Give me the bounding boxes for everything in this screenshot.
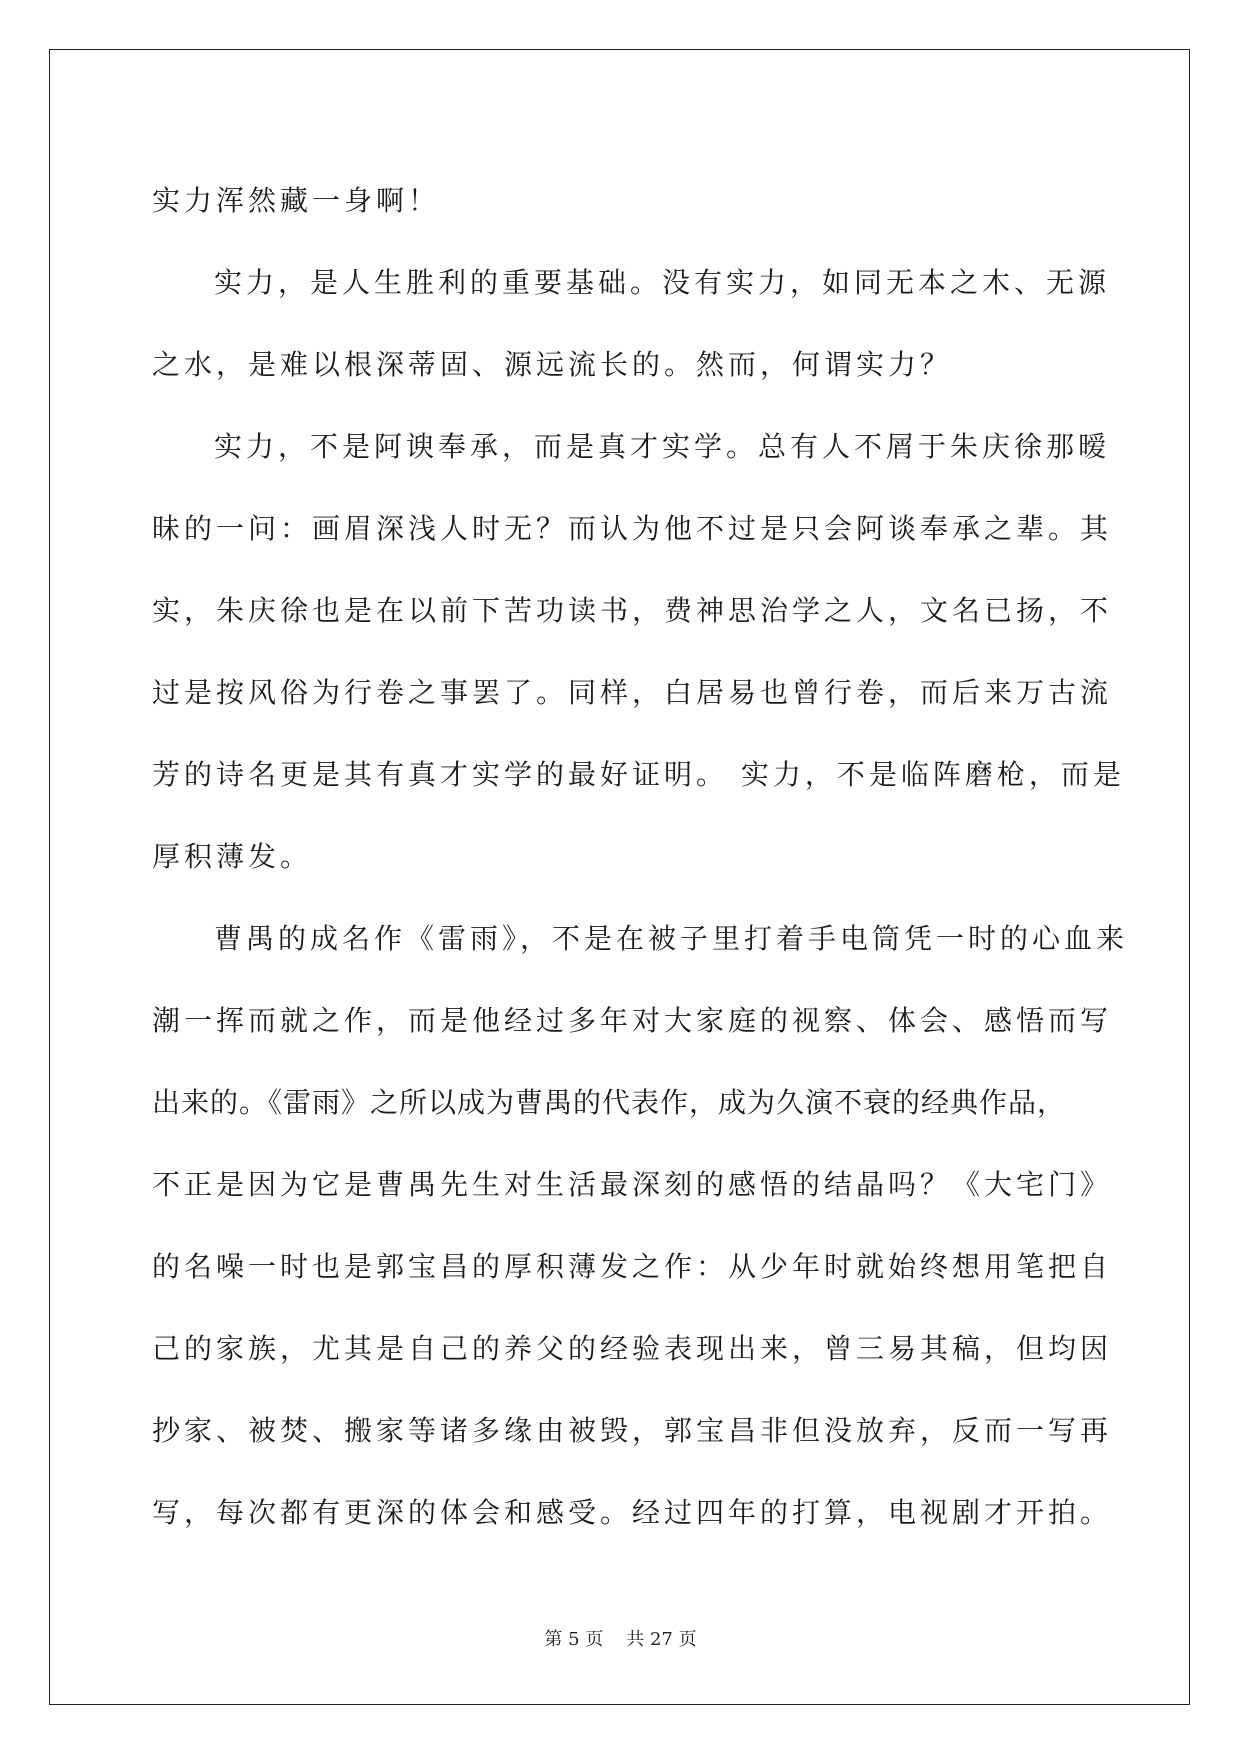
- footer-spacer: [603, 1629, 626, 1650]
- paragraph-4: [152, 898, 1129, 1554]
- text-line: 实，朱庆徐也是在以前下苦功读书，费神思治学之人，文名已扬，不: [152, 594, 1113, 627]
- paragraph-2: [152, 242, 1111, 406]
- text-line: 厚积薄发。: [152, 840, 313, 873]
- page-footer: [0, 1625, 1241, 1651]
- text-line: 实力浑然藏一身啊！: [152, 184, 441, 217]
- document-body: [152, 160, 1129, 1554]
- text-line: 之水，是难以根深蒂固、源远流长的。然而，何谓实力？: [152, 348, 953, 381]
- total-pages-label: 共 27 页: [626, 1629, 697, 1650]
- text-line: 写，每次都有更深的体会和感受。经过四年的打算，电视剧才开拍。: [152, 1496, 1113, 1529]
- current-page-label: 第 5 页: [544, 1629, 604, 1650]
- text-line: 的名噪一时也是郭宝昌的厚积薄发之作：从少年时就始终想用笔把自: [152, 1250, 1113, 1283]
- text-line: 芳的诗名更是其有真才实学的最好证明。 实力，不是临阵磨枪，而是: [152, 758, 1125, 791]
- text-line: 抄家、被焚、搬家等诸多缘由被毁，郭宝昌非但没放弃，反而一写再: [152, 1414, 1113, 1447]
- text-line: 曹禺的成名作《雷雨》，不是在被子里打着手电筒凭一时的心血来: [214, 922, 1129, 955]
- text-line: 实力，不是阿谀奉承，而是真才实学。总有人不屑于朱庆徐那暧: [214, 430, 1111, 463]
- paragraph-1: [152, 160, 1092, 242]
- text-line: 昧的一问：画眉深浅人时无？而认为他不过是只会阿谈奉承之辈。其: [152, 512, 1113, 545]
- text-line: 己的家族，尤其是自己的养父的经验表现出来，曾三易其稿，但均因: [152, 1332, 1113, 1365]
- text-line: 实力，是人生胜利的重要基础。没有实力，如同无本之木、无源: [214, 266, 1111, 299]
- text-line: 不正是因为它是曹禺先生对生活最深刻的感悟的结晶吗？《大宅门》: [152, 1168, 1113, 1201]
- text-line: 出来的。《雷雨》之所以成为曹禺的代表作，成为久演不衰的经典作品，: [152, 1086, 1067, 1119]
- text-line: 潮一挥而就之作，而是他经过多年对大家庭的视察、体会、感悟而写: [152, 1004, 1113, 1037]
- paragraph-3: [152, 406, 1125, 898]
- text-line: 过是按风俗为行卷之事罢了。同样，白居易也曾行卷，而后来万古流: [152, 676, 1113, 709]
